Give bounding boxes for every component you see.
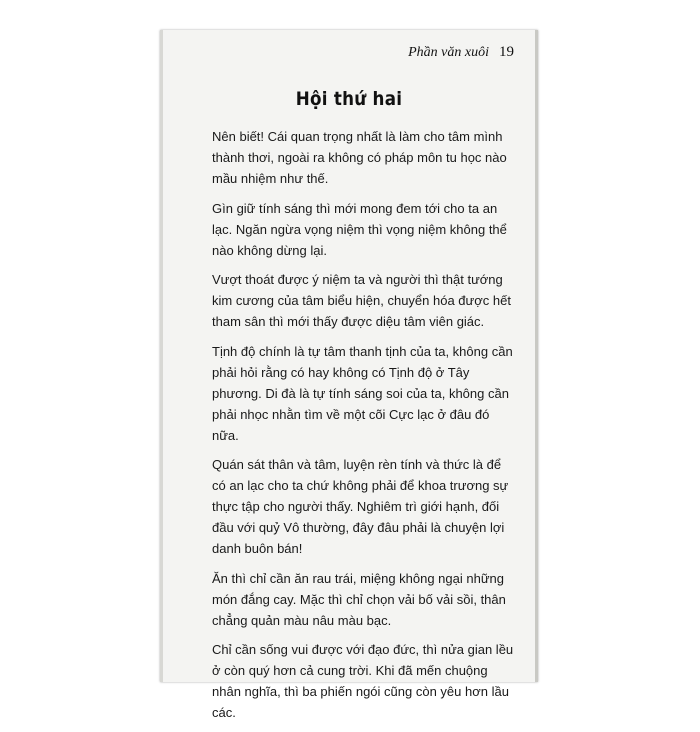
page-number: 19 xyxy=(499,44,514,60)
section-title: Phần văn xuôi xyxy=(408,45,489,60)
paragraph: Vượt thoát được ý niệm ta và người thì thật tướng kim cương của tâm biểu hiện, chuyển hóa được hết tham sân thì mới thấy được diệu tâm viên giác. xyxy=(212,272,511,329)
paragraph: Chỉ cần sống vui được với đạo đức, thì nửa gian lều ở còn quý hơn cả cung trời. Khi đã mến chuộng nhân nghĩa, thì ba phiến ngói cũng còn yêu hơn lầu các. xyxy=(212,642,514,720)
running-header xyxy=(408,44,514,61)
page-right-edge xyxy=(535,30,538,682)
page-left-edge xyxy=(160,30,163,682)
book-page xyxy=(160,30,538,720)
paragraph: Quán sát thân và tâm, luyện rèn tính và thức là để có an lạc cho ta chứ không phải để khoa trương sự thực tập cho người thấy. Nghiêm trì giới hạnh, đối đầu với quỷ Vô thường, đây đâu phải là chuyện lợi danh buôn bán! xyxy=(212,457,509,556)
paragraph: Gìn giữ tính sáng thì mới mong đem tới cho ta an lạc. Ngăn ngừa vọng niệm thì vọng niệm không thể nào không dừng lại. xyxy=(212,200,507,258)
chapter-title: Hội thứ hai xyxy=(295,88,403,110)
paragraph: Tịnh độ chính là tự tâm thanh tịnh của ta, không cần phải hỏi rằng có hay không có Tịnh độ ở Tây phương. Di đà là tự tính sáng soi của ta, không cần phải nhọc nhằn tìm về một cõi Cực lạc ở đâu đó nữa. xyxy=(212,343,513,443)
body-text xyxy=(212,126,516,732)
paragraph: Ăn thì chỉ cần ăn rau trái, miệng không ngại những món đắng cay. Mặc thì chỉ chọn vải bố vải sồi, thân chẳng quản màu nâu màu bạc. xyxy=(212,570,506,628)
paragraph: Nên biết! Cái quan trọng nhất là làm cho tâm mình thành thơi, ngoài ra không có pháp môn tu học nào mầu nhiệm như thế. xyxy=(212,129,507,186)
